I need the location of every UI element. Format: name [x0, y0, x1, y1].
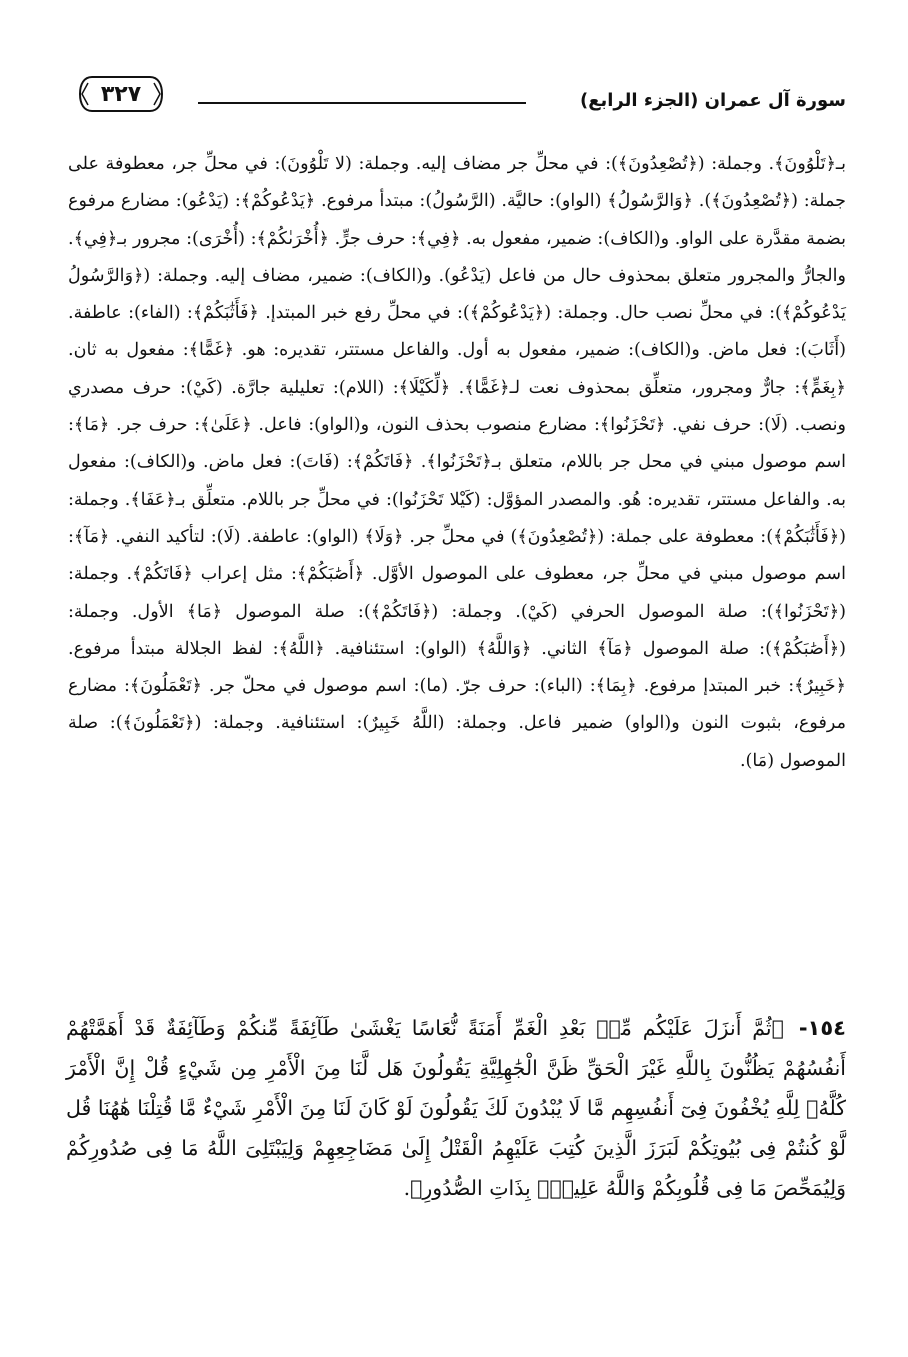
quran-verse [66, 1008, 846, 1208]
analysis-paragraph: بـ﴿تَلْوُونَ﴾. وجملة: (﴿تُصْعِدُونَ﴾): في محلِّ جر مضاف إليه. وجملة: (لا تَلْوُونَ): في محلِّ جر، معطوفة على جملة: (﴿تُصْعِدُونَ﴾). ﴿وَالرَّسُولُ﴾ (الواو): حاليَّة. (الرَّسُولُ): مبتدأ مرفوع. ﴿يَدْعُوكُمْ﴾: (يَدْعُو): مضارع مرفوع بضمة مقدَّرة على الواو. و(الكاف): ضمير، مفعول به. ﴿فِي﴾: حرف جرٍّ. ﴿أُخْرَىٰكُمْ﴾: (أُخْرَى): مجرور بـ﴿فِي﴾. والجارُّ والمجرور متعلق بمحذوف حال من فاعل (يَدْعُو). و(الكاف): ضمير، مضاف إليه. وجملة: (﴿وَالرَّسُولُ يَدْعُوكُمْ﴾): في محلِّ نصب حال. وجملة: (﴿يَدْعُوكُمْ﴾): في محلِّ رفع خبر المبتدإ. ﴿فَأَثَٰبَكُمْ﴾: (الفاء): عاطفة. (أَثَابَ): فعل ماض. و(الكاف): ضمير، مفعول به أول. والفاعل مستتر، تقديره: هو. ﴿غَمًّا﴾: مفعول به ثان. ﴿بِغَمٍّ﴾: جارٌّ ومجرور، متعلِّق بمحذوف نعت لـ﴿غَمًّا﴾. ﴿لِّكَيْلَا﴾: (اللام): تعليلية جارَّة. (كَيْ): حرف مصدري ونصب. (لَا): حرف نفي. ﴿تَحْزَنُوا﴾: مضارع منصوب بحذف النون، و(الواو): فاعل. ﴿عَلَىٰ﴾: حرف جر. ﴿مَا﴾: اسم موصول مبني في محل جر باللام، متعلق بـ﴿تَحْزَنُوا﴾. ﴿فَاتَكُمْ﴾: (فَاتَ): فعل ماض. و(الكاف): مفعول به. والفاعل مستتر، تقديره: هُو. والمصدر المؤوَّل: (كَيْلا تَحْزَنُوا): في محلِّ جر باللام. متعلِّق بـ﴿عَفَا﴾. وجملة: (﴿فَأَثَٰبَكُمْ﴾): معطوفة على جملة: (﴿تُصْعِدُونَ﴾) في محلِّ جر. ﴿وَلَا﴾ (الواو): عاطفة. (لَا): لتأكيد النفي. ﴿مَآ﴾: اسم موصول مبني في محلِّ جر، معطوف على الموصول الأوَّل. ﴿أَصَٰبَكُمْ﴾: مثل إعراب ﴿فَاتَكُمْ﴾. وجملة: (﴿تَحْزَنُوا﴾): صلة الموصول الحرفي (كَيْ). وجملة: (﴿فَاتَكُمْ﴾): صلة الموصول ﴿مَا﴾ الأول. وجملة: (﴿أَصَٰبَكُمْ﴾): صلة الموصول ﴿مَآ﴾ الثاني. ﴿وَاللَّهُ﴾ (الواو): استئنافية. ﴿اللَّهُ﴾: لفظ الجلالة مبتدأ مرفوع. ﴿خَبِيرٌ﴾: خبر المبتدإ مرفوع. ﴿بِمَا﴾: (الباء): حرف جرّ. (ما): اسم موصول في محلّ جر. ﴿تَعْمَلُونَ﴾: مضارع مرفوع، بثبوت النون و(الواو) ضمير فاعل. وجملة: (اللَّهُ خَبِيرٌ): استئنافية. وجملة: (﴿تَعْمَلُونَ﴾): صلة الموصول (مَا). [68, 154, 847, 771]
page-number-frame [78, 74, 164, 114]
grammar-analysis-text [68, 146, 846, 780]
verse-text: ﴿ثُمَّ أَنزَلَ عَلَيْكُم مِّنۢ بَعْدِ الْغَمِّ أَمَنَةً نُّعَاسًا يَغْشَىٰ طَآئِفَةً مِّنكُمْ وَطَآئِفَةٌ قَدْ أَهَمَّتْهُمْ أَنفُسُهُمْ يَظُنُّونَ بِاللَّهِ غَيْرَ الْحَقِّ ظَنَّ الْجَٰهِلِيَّةِ يَقُولُونَ هَل لَّنَا مِنَ الْأَمْرِ مِن شَيْءٍ قُلْ إِنَّ الْأَمْرَ كُلَّهُۥ لِلَّهِ يُخْفُونَ فِىٓ أَنفُسِهِم مَّا لَا يُبْدُونَ لَكَ يَقُولُونَ لَوْ كَانَ لَنَا مِنَ الْأَمْرِ شَيْءٌ مَّا قُتِلْنَا هَٰهُنَا قُل لَّوْ كُنتُمْ فِى بُيُوتِكُمْ لَبَرَزَ الَّذِينَ كُتِبَ عَلَيْهِمُ الْقَتْلُ إِلَىٰ مَضَاجِعِهِمْ وَلِيَبْتَلِىَ اللَّهُ مَا فِى صُدُورِكُمْ وَلِيُمَحِّصَ مَا فِى قُلُوبِكُمْ وَاللَّهُ عَلِيمٌۢ بِذَاتِ الصُّدُورِ﴾. [66, 1016, 846, 1200]
running-title: سورة آل عمران (الجزء الرابع) [579, 90, 846, 111]
verse-number: ١٥٤- [798, 1016, 846, 1040]
page-number: ٣٢٧ [100, 81, 142, 107]
header-rule [198, 102, 526, 104]
page-header [78, 68, 846, 120]
